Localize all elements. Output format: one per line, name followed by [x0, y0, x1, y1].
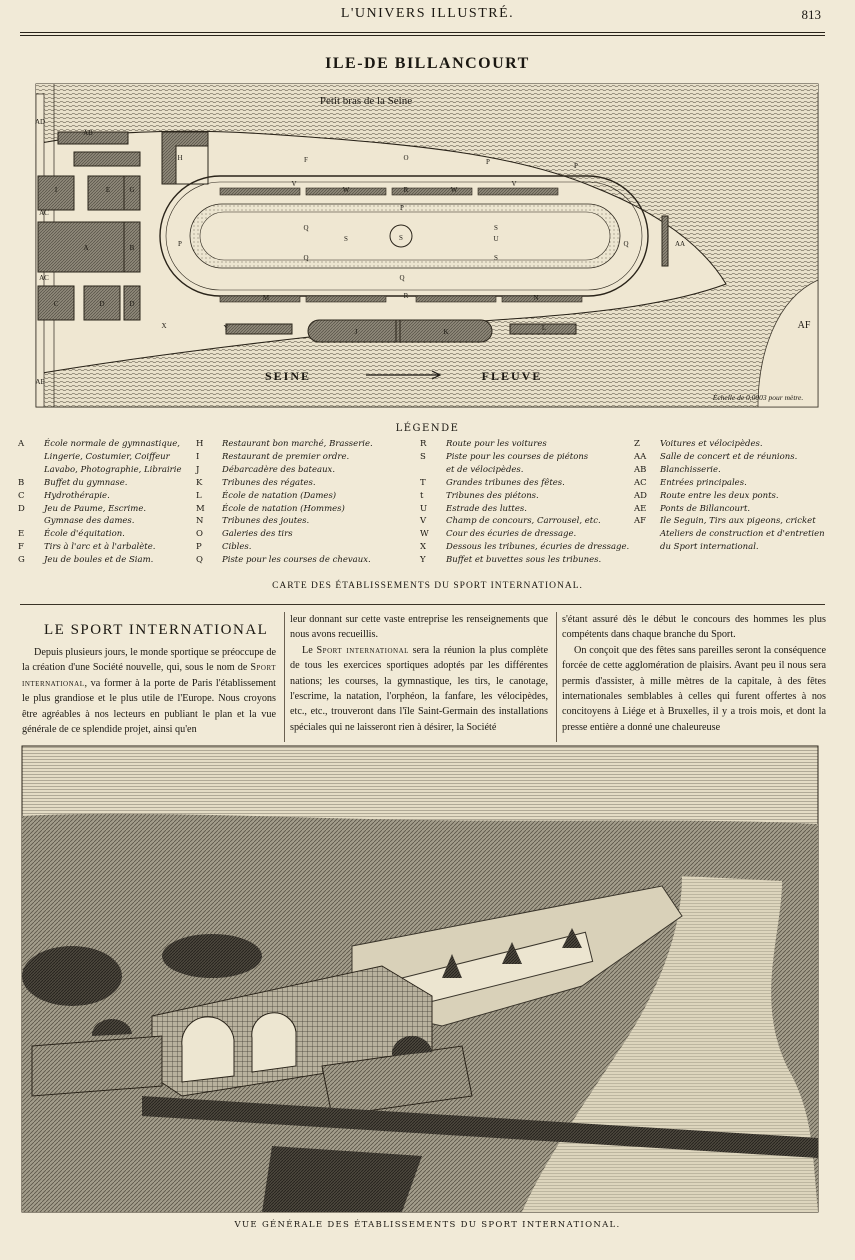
legend-text: Dessous les tribunes, écuries de dressage. — [446, 542, 630, 553]
map-letter-label: E — [105, 186, 111, 194]
legend-key: R — [420, 439, 427, 449]
legend-entry — [196, 438, 373, 451]
legend-key: H — [196, 439, 204, 449]
label-af: AF — [797, 320, 811, 331]
legend-text: Champ de concours, Carrousel, etc. — [446, 516, 601, 527]
legend-entry — [196, 490, 373, 503]
legend-text: Voitures et vélocipèdes. — [660, 439, 763, 449]
legend-key: D — [18, 503, 25, 514]
legend-entry — [420, 503, 629, 516]
legend-text: École de natation (Dames) — [222, 490, 337, 501]
col2-text-c: sera la réunion la plus complète de tous les exercices sportiques adoptés par les différentes nations; les courses, la gymnastique, les tirs, le canotage, l'escrime, la natation, l'orphéon, la fanfare, les vélocipèdes, etc., etc., trouveront dans l'île Saint-Germain des installations spéciales qui ne laisseront rien à désirer, la Société — [290, 644, 549, 733]
map-letter-label: B — [129, 244, 135, 252]
map-letter-label: G — [129, 186, 135, 194]
page-number: 813 — [801, 7, 821, 22]
legend-entry — [634, 490, 825, 503]
legend-entry — [634, 438, 825, 451]
legend-entry — [634, 451, 825, 464]
col2-text-a: leur donnant sur cette vaste entreprise les renseignements que nous avons recueillis. — [290, 614, 548, 641]
legend-text: Salle de concert et de réunions. — [660, 451, 798, 462]
legend-entry — [196, 541, 373, 554]
legend-key: X — [420, 542, 427, 553]
legend-text: Blanchisserie. — [660, 464, 721, 475]
legend-entry — [18, 528, 182, 541]
legend-key: J — [196, 464, 200, 475]
river-fleuve-label: FLEUVE — [481, 369, 543, 383]
map-letter-label: P — [400, 204, 404, 212]
article-column-2 — [290, 612, 548, 735]
legend-title: LÉGENDE — [395, 423, 460, 434]
legend-entry — [634, 464, 825, 477]
legend-key: K — [196, 477, 203, 488]
legend-key: Y — [420, 555, 426, 566]
legend-entry — [196, 554, 373, 567]
legend-key: G — [18, 555, 25, 566]
map-letter-label: S — [399, 234, 403, 242]
map-letter-label: D — [129, 300, 135, 308]
map-letter-label: S — [344, 235, 348, 243]
legend-entry — [18, 438, 182, 451]
map-letter-label: C — [53, 300, 59, 308]
legend-key — [18, 515, 44, 528]
legend-entry — [420, 515, 629, 528]
col1-text-a: Depuis plusieurs jours, le monde sportique se préoccupe de la création d'une Société nouvelle, qui, sous le nom de — [22, 647, 276, 674]
legend-key: E — [18, 529, 25, 540]
map-title: ILE-DE BILLANCOURT — [325, 55, 530, 72]
map-letter-label: R — [403, 292, 409, 300]
legend-text: Restaurant de premier ordre. — [222, 451, 350, 462]
map-letter-label: V — [511, 180, 517, 188]
map-letter-label: AA — [674, 240, 686, 248]
map-letter-label: S — [494, 254, 498, 262]
river-seine-label: SEINE — [264, 369, 312, 383]
legend-entry — [18, 490, 182, 503]
map-letter-label: J — [354, 328, 358, 336]
legend-key: F — [18, 542, 24, 553]
map-letter-label: V — [291, 180, 297, 188]
legend-key — [18, 451, 44, 464]
legend-text: Galeries des tirs — [222, 529, 293, 540]
legend-text: Débarcadère des bateaux. — [222, 464, 336, 475]
legend-text: Entrées principales. — [660, 477, 747, 488]
legend-entry — [634, 477, 825, 490]
legend-key: C — [18, 490, 25, 501]
legend-text: École d'équitation. — [44, 529, 125, 540]
legend-entry — [420, 541, 629, 554]
map-letter-label: L — [541, 324, 547, 332]
map-letter-label: AC — [39, 274, 49, 282]
legend-key — [18, 464, 44, 477]
map-letter-label: M — [262, 294, 270, 302]
legend-entry — [18, 464, 182, 477]
legend-text: Restaurant bon marché, Brasserie. — [222, 439, 373, 449]
map-caption: CARTE DES ÉTABLISSEMENTS DU SPORT INTERNATIONAL. — [272, 581, 583, 591]
legend-entry — [420, 477, 629, 490]
column-rule — [284, 612, 285, 742]
legend-key: S — [420, 451, 426, 462]
legend-text: Estrade des luttes. — [446, 503, 527, 514]
col1-text-b: , va former à la porte de Paris l'établissement le plus grandiose et le plus utile de l'Europe. Nous croyons être agréables à nos lecteurs en publiant le plan et la vue générale de ce splendide projet, ainsi qu'en — [22, 677, 276, 736]
legend-key: O — [196, 529, 203, 540]
legend-entry — [18, 515, 182, 528]
col3-text-a: s'étant assuré dès le début le concours des hommes les plus compétents dans chaque branche du Sport. — [562, 614, 826, 641]
legend-entry — [18, 477, 182, 490]
map-letter-label: P — [486, 158, 490, 166]
legend-text: Lavabo, Photographie, Librairie — [44, 464, 182, 475]
map-letter-label: P — [178, 240, 182, 248]
map-letter-label: AD — [34, 118, 46, 126]
legend-key: Z — [634, 439, 640, 449]
legend-text: Buffet du gymnase. — [44, 477, 128, 488]
section-rule — [20, 604, 825, 605]
article-column-1 — [22, 645, 276, 737]
legend-text: Route pour les voitures — [446, 439, 547, 449]
legend-text: École normale de gymnastique, — [44, 439, 180, 449]
legend-entry — [18, 503, 182, 516]
legend-text: Hydrothérapie. — [44, 490, 110, 501]
article-headline: LE SPORT INTERNATIONAL — [44, 622, 269, 638]
legend-key: Q — [196, 555, 203, 566]
legend-entry — [18, 541, 182, 554]
river-top-label: Petit bras de la Seine — [319, 95, 413, 107]
legend-text: Piste pour les courses de chevaux. — [222, 555, 371, 566]
legend-entry — [634, 541, 825, 554]
map-letter-label: O — [403, 154, 409, 162]
legend-entry — [196, 503, 373, 516]
legend-column-1 — [18, 438, 182, 567]
legend-key: V — [420, 516, 427, 527]
legend-key: B — [18, 477, 25, 488]
map-letter-label: Q — [399, 274, 405, 282]
legend-key: AA — [634, 451, 647, 462]
map-letter-label: W — [342, 186, 350, 194]
scale-note: Échelle de 0,0003 pour mètre. — [712, 393, 804, 402]
map-letter-label: Q — [623, 240, 629, 248]
legend-text: et de vélocipèdes. — [446, 464, 524, 475]
legend-text: Tribunes des joutes. — [222, 516, 310, 527]
legend-entry — [18, 451, 182, 464]
legend-entry — [420, 528, 629, 541]
legend-key — [420, 464, 446, 477]
legend-key: AC — [634, 477, 647, 488]
map-letter-label: F — [304, 156, 308, 164]
legend-column-4 — [634, 438, 825, 554]
engraving-caption: VUE GÉNÉRALE DES ÉTABLISSEMENTS DU SPORT INTERNATIONAL. — [234, 1220, 621, 1230]
legend-entry — [196, 451, 373, 464]
map-letter-label: AB — [83, 129, 93, 137]
legend-key: AF — [634, 516, 647, 527]
legend-text: Route entre les deux ponts. — [660, 490, 779, 501]
legend-entry — [420, 490, 629, 503]
legend-key: M — [196, 503, 205, 514]
legend-key: AD — [634, 490, 647, 501]
legend-key: A — [18, 439, 25, 449]
legend-key — [634, 541, 660, 554]
legend-key: U — [420, 503, 428, 514]
map-letter-label: R — [403, 186, 409, 194]
map-letter-label: AE — [35, 378, 45, 386]
legend-text: Grandes tribunes des fêtes. — [446, 477, 565, 488]
legend-entry — [420, 554, 629, 567]
legend-text: Ponts de Billancourt. — [660, 503, 751, 514]
map-letter-label: Q — [303, 254, 309, 262]
legend-key — [634, 528, 660, 541]
map-letter-label: Q — [303, 224, 309, 232]
legend-key: I — [196, 451, 200, 462]
legend-text: Ile Seguin, Tirs aux pigeons, cricket — [660, 516, 816, 527]
legend-text: Ateliers de construction et d'entretien — [660, 529, 825, 540]
map-letter-label: A — [83, 244, 89, 252]
legend-entry — [196, 477, 373, 490]
site-plan-map — [36, 84, 818, 407]
legend-entry — [634, 515, 825, 528]
legend-entry — [420, 451, 629, 464]
map-letter-label: K — [443, 328, 449, 336]
map-letter-label: X — [161, 322, 167, 330]
map-letter-label: U — [493, 235, 499, 243]
map-letter-label: N — [533, 294, 539, 302]
map-letter-label: W — [450, 186, 458, 194]
legend-text: Tirs à l'arc et à l'arbalète. — [44, 542, 156, 553]
legend-entry — [18, 554, 182, 567]
aerial-engraving — [22, 746, 818, 1212]
map-letter-label: P — [574, 162, 578, 170]
legend-text: Buffet et buvettes sous les tribunes. — [446, 555, 602, 566]
map-letter-label: Y — [223, 324, 229, 332]
legend-key: W — [420, 529, 429, 540]
legend-text: Tribunes des piétons. — [446, 490, 539, 501]
legend-key: t — [420, 490, 424, 501]
legend-entry — [196, 464, 373, 477]
legend-column-3 — [420, 438, 629, 567]
map-letter-label: H — [177, 154, 183, 162]
legend-text: Piste pour les courses de piétons — [446, 451, 589, 462]
header-rule-double — [20, 35, 825, 36]
legend-entry — [634, 528, 825, 541]
legend-entry — [196, 515, 373, 528]
legend-text: Lingerie, Costumier, Coiffeur — [44, 451, 170, 462]
legend-text: Gymnase des dames. — [44, 516, 135, 527]
col3-text-b: On conçoit que des fêtes sans pareilles seront la conséquence forcée de cette agglomération de plaisirs. Avant peu il nous sera permis d'assister, à mille mètres de la capitale, à des fêtes internationales semblables à celles qui furent offertes à nos concitoyens à Liége et à Bruxelles, il y a trois mois, et dont la presse entière a donné une chaleureuse — [562, 644, 826, 733]
legend-text: Tribunes des régates. — [222, 477, 316, 488]
legend-text: Cibles. — [222, 542, 252, 553]
col2-text-b: Le — [302, 644, 313, 656]
legend-text: Jeu de boules et de Siam. — [44, 555, 154, 566]
legend-key: AE — [634, 503, 647, 514]
article-column-3 — [562, 612, 826, 735]
map-letter-label: D — [99, 300, 105, 308]
legend-key: L — [196, 490, 202, 501]
map-letter-label: I — [54, 186, 58, 194]
column-rule — [556, 612, 557, 742]
running-title: L'UNIVERS ILLUSTRÉ. — [340, 6, 515, 21]
legend-entry — [420, 438, 629, 451]
legend-text: École de natation (Hommes) — [222, 503, 345, 514]
map-letter-label: S — [494, 224, 498, 232]
legend-text: Cour des écuries de dressage. — [446, 529, 577, 540]
legend-column-2 — [196, 438, 373, 567]
legend-text: du Sport international. — [660, 542, 759, 553]
legend-key: P — [196, 542, 202, 553]
map-letter-label: AC — [39, 209, 49, 217]
legend-text: Jeu de Paume, Escrime. — [44, 503, 147, 514]
legend-entry — [420, 464, 629, 477]
legend-key: AB — [634, 464, 647, 475]
legend-key: T — [420, 477, 426, 488]
legend-entry — [634, 503, 825, 516]
header-rule — [20, 32, 825, 33]
legend-entry — [196, 528, 373, 541]
col1-brand: Sport international — [22, 662, 277, 689]
col2-brand: Sport international — [316, 644, 409, 656]
legend-key: N — [196, 516, 204, 527]
